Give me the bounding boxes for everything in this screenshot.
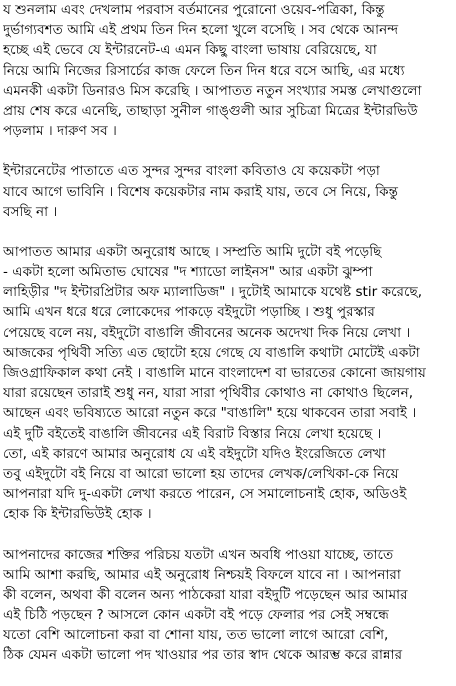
- text-line: তবু এইদুটো বই নিয়ে বা আরো ভালো হয় তাদের লেখক/লেখিকা-কে নিয়ে: [3, 465, 399, 482]
- paragraph-1: [3, 0, 453, 141]
- text-line: বসছি না ।: [3, 203, 58, 220]
- text-line: যতো বেশি আলোচনা করা বা শোনা যায়, তত ভালো লাগে আরো বেশি,: [3, 627, 389, 644]
- text-line: যারা রয়েছেন তারাই শুধু নন, যারা সারা পৃথিবীর কোথাও না কোথাও ছিলেন,: [3, 385, 414, 402]
- text-line: য শুনলাম এবং দেখলাম পরবাস বর্তমানের পুরোনো ওয়েব-পত্রিকা, কিন্তু: [3, 2, 385, 18]
- paragraph-2: [3, 161, 453, 222]
- text-line: যাবে আগে ভাবিনি । বিশেষ কয়েকটার নাম করাই যায়, তবে সে নিয়ে, কিন্তু: [3, 183, 399, 200]
- text-line: এই দুটি বইতেই বাঙালি জীবনের এই বিরাট বিস্তার নিয়ে লেখা হয়েছে ।: [3, 425, 382, 442]
- text-line: আছেন এবং ভবিষ্যতে আরো নতুন করে "বাঙালি" হয়ে থাকবেন তারা সবাই ।: [3, 405, 417, 422]
- text-line: ইন্টারনেটের পাতাতে এত সুন্দর সুন্দর বাংলা কবিতাও যে কয়েকটা পড়া: [3, 163, 380, 180]
- text-line: আপনারা যদি দু-একটা লেখা করতে পারেন, সে সমালোচনাই হোক, অডিওই: [3, 486, 407, 503]
- text-line: আজকের পৃথিবী সত্যি এত ছোটো হয়ে গেছে যে বাঙালি কথাটা মোটেই একটা: [3, 344, 420, 361]
- text-line: দুর্ভাগ্যবশত আমি এই প্রথম তিন দিন হলো খুলে বসেছি । সব থেকে আনন্দ: [3, 22, 399, 39]
- paragraph-4: [3, 545, 453, 666]
- text-line: হচ্ছে এই ভেবে যে ইন্টারনেট-এ এমন কিছু বাংলা ভাষায় বেরিয়েছে, যা: [3, 42, 377, 59]
- text-line: আপাতত আমার একটা অনুরোধ আছে । সম্প্রতি আমি দুটো বই পড়েছি: [3, 243, 382, 260]
- text-line: - একটা হলো অমিতাভ ঘোষের "দ শ্যাডো লাইনস" আর একটা ঝুম্পা: [3, 264, 373, 281]
- text-line: পেয়েছে বলে নয়, বইদুটো বাঙালি জীবনের অনেক অদেখা দিক নিয়ে লেখা ।: [3, 324, 411, 341]
- text-line: নিয়ে আমি নিজের রিসার্চের কাজ ফেলে তিন দিন ধরে বসে আছি, এর মধ্যে: [3, 62, 405, 79]
- text-line: কী বলেন, অথবা কী বলেন অন্য পাঠকেরা যারা বইদুটি পড়েছেন আর আমার: [3, 586, 408, 603]
- text-line: পড়লাম । দারুণ সব ।: [3, 123, 117, 140]
- text-line: এই চিঠি পড়ছেন ? আসলে কোন একটা বই পড়ে ফেলার পর সেই সম্বন্ধে: [3, 607, 389, 624]
- text-line: তো, এই কারণে আমার অনুরোধ যে এই বইদুটো যদিও ইংরেজিতে লেখা: [3, 445, 386, 462]
- paragraph-3: [3, 242, 453, 525]
- text-line: প্রায় শেষ করে এনেছি, তাছাড়া সুনীল গাঙ্গুলী আর সুচিত্রা মিত্রের ইন্টারভিউ: [3, 102, 418, 119]
- text-line: জিওগ্রাফিকাল কথা নেই । বাঙালি মানে বাংলাদেশ বা ভারতের কোনো জায়গায়: [3, 365, 426, 381]
- text-line: এমনকী একটা ডিনারও মিস করেছি । আপাতত নতুন সংখ্যার সমস্ত লেখাগুলো: [3, 82, 422, 99]
- text-line: আপনাদের কাজের শক্তির পরিচয় যতটা এখন অবধি পাওয়া যাচ্ছে, তাতে: [3, 546, 394, 563]
- letter-body: [3, 0, 453, 686]
- text-line: লাহিড়ীর "দ ইন্টারপ্রিটার অফ ম্যালাডিজ" । দুটোই আমাকে যথেষ্ট stir করেছে,: [3, 284, 423, 301]
- text-line: হোক কি ইন্টারভিউই হোক ।: [3, 506, 152, 523]
- text-line: আমি এখন ধরে ধরে লোকেদের পাকড়ে বইদুটো পড়াচ্ছি । শুধু পুরস্কার: [3, 304, 375, 321]
- text-line: ঠিক যেমন একটা ভালো পদ খাওয়ার পর তার স্বাদ থেকে আরম্ভ করে রান্নার: [3, 647, 403, 664]
- text-line: আমি আশা করছি, আমার এই অনুরোধ নিশ্চয়ই বিফলে যাবে না । আপনারা: [3, 566, 401, 583]
